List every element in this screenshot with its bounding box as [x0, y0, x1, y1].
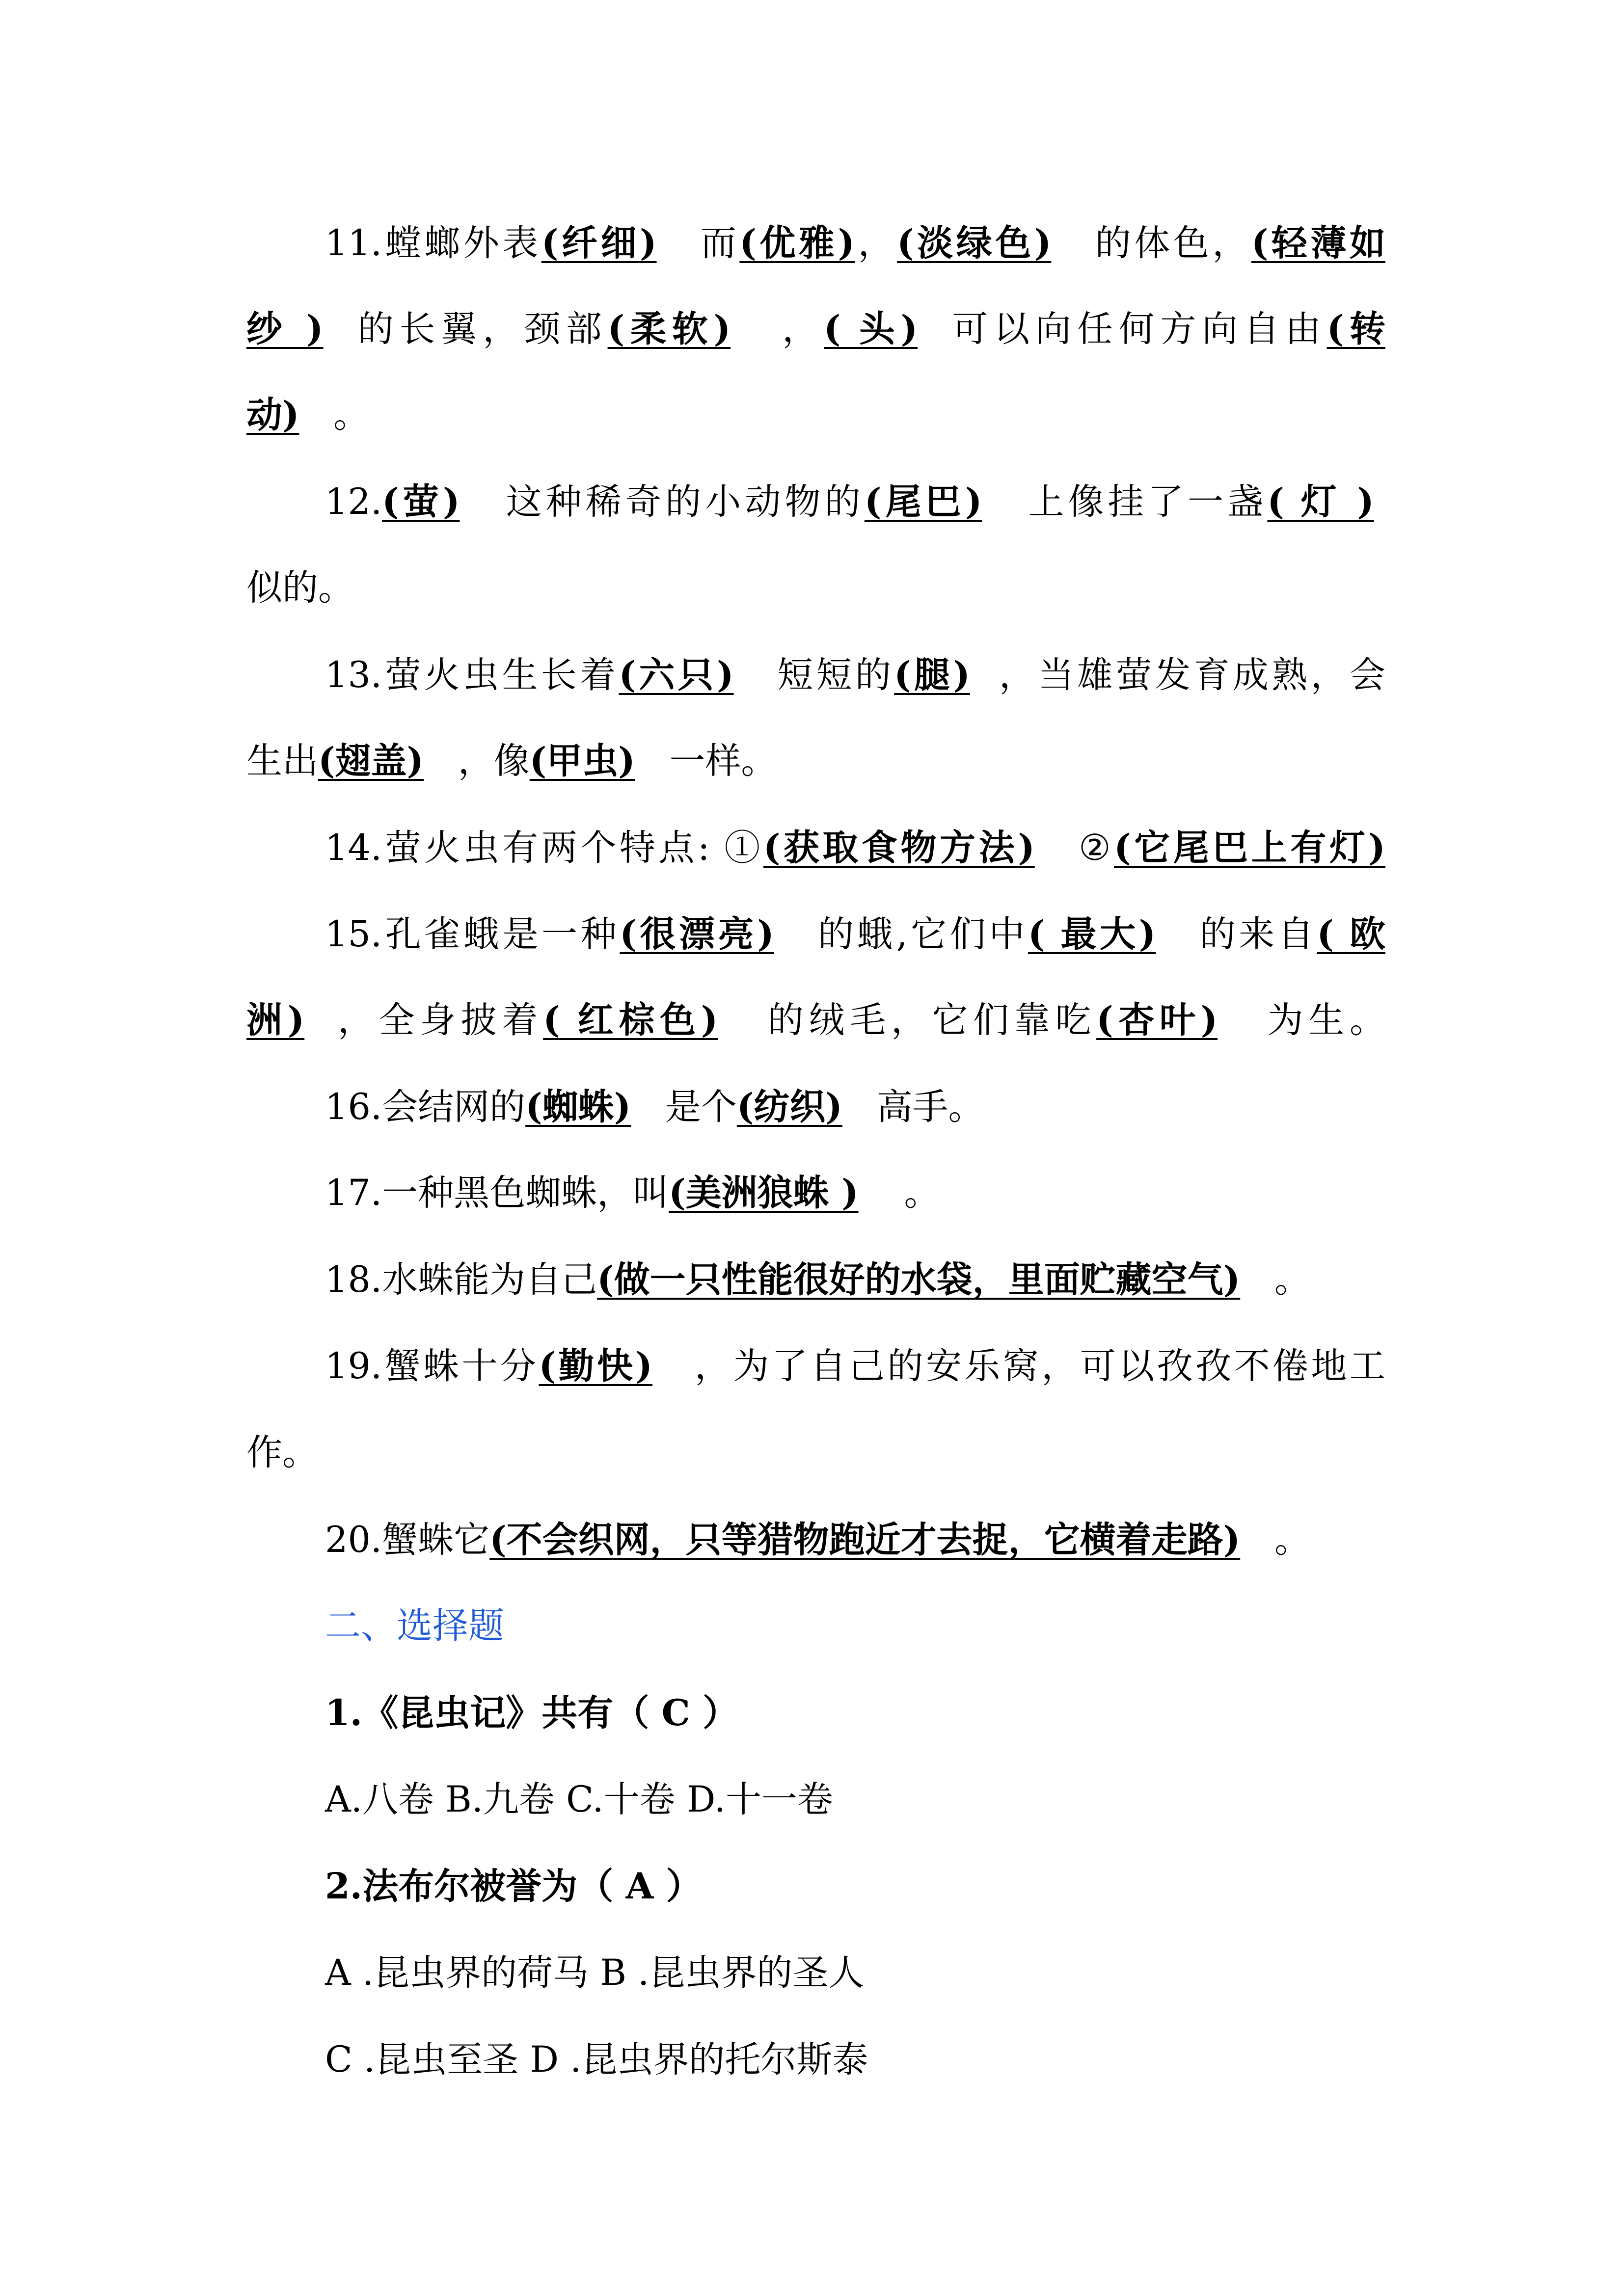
answer-blank: (蜘蛛)	[525, 1086, 631, 1128]
answer-blank: (杏叶)	[1096, 999, 1218, 1041]
answer-blank: (尾巴)	[864, 481, 982, 523]
answer-blank: ( 欧	[1317, 913, 1385, 955]
q13-line-1: 13.萤火虫生长着(六只) 短短的(腿) ，当雄萤发育成熟，会	[325, 654, 1385, 696]
answer-blank: (它尾巴上有灯)	[1114, 827, 1385, 869]
q11-line-3: 动) 。	[246, 394, 370, 436]
choice-2-options-2: C .昆虫至圣 D .昆虫界的托尔斯泰	[325, 2039, 868, 2081]
answer-blank: (柔软)	[607, 308, 731, 350]
q12-line-1: 12.(萤) 这种稀奇的小动物的(尾巴) 上像挂了一盏( 灯 )	[325, 481, 1374, 523]
answer-blank: (转	[1326, 308, 1386, 350]
q19-line-2: 作。	[246, 1432, 318, 1473]
choice-1-stem: 1.《昆虫记》共有（ C ）	[325, 1692, 739, 1734]
answer-blank: ( 灯 )	[1267, 481, 1374, 523]
q11-line-2: 纱 ) 的长翼，颈部(柔软) ，( 头) 可以向任何方向自由(转	[246, 308, 1386, 350]
answer-blank: 动)	[246, 394, 299, 436]
answer-blank: 洲)	[246, 999, 305, 1041]
answer-blank: (轻薄如	[1251, 222, 1385, 264]
q11-line-1: 11.螳螂外表(纤细) 而(优雅)，(淡绿色) 的体色，(轻薄如	[325, 222, 1385, 264]
q16-line-1: 16.会结网的(蜘蛛) 是个(纺织) 高手。	[325, 1086, 984, 1128]
choice-2-stem: 2.法布尔被誉为（ A ）	[325, 1865, 702, 1907]
answer-blank: (做一只性能很好的水袋，里面贮藏空气)	[597, 1258, 1241, 1301]
answer-blank: ( 红棕色)	[543, 999, 718, 1041]
answer-blank: (获取食物方法)	[763, 827, 1035, 869]
q17-line-1: 17.一种黑色蜘蛛，叫(美洲狼蛛 ) 。	[325, 1172, 940, 1214]
answer-blank: (腿)	[894, 654, 970, 696]
answer-blank: (很漂亮)	[620, 913, 774, 955]
q13-line-2: 生出(翅盖) ，像(甲虫) 一样。	[246, 740, 777, 782]
choice-1-options: A.八卷 B.九卷 C.十卷 D.十一卷	[325, 1779, 833, 1820]
answer-blank: ( 头)	[824, 308, 918, 350]
q19-line-1: 19.蟹蛛十分(勤快) ，为了自己的安乐窝，可以孜孜不倦地工	[325, 1345, 1385, 1387]
answer-blank: (翅盖)	[318, 740, 424, 782]
q15-line-2: 洲) ，全身披着( 红棕色) 的绒毛，它们靠吃(杏叶) 为生。	[246, 999, 1386, 1041]
answer-blank: (萤)	[382, 481, 460, 523]
answer-blank: (优雅)	[739, 222, 855, 264]
q12-line-2: 似的。	[246, 567, 354, 609]
section-heading: 二、选择题	[325, 1605, 504, 1647]
answer-blank: (淡绿色)	[897, 222, 1052, 264]
choice-2-options-1: A .昆虫界的荷马 B .昆虫界的圣人	[325, 1952, 865, 1994]
answer-blank: (纺织)	[736, 1086, 842, 1128]
answer-blank: (勤快)	[539, 1345, 652, 1387]
answer-blank: 纱 )	[246, 308, 324, 350]
answer-blank: (六只)	[619, 654, 734, 696]
answer-blank: ( 最大)	[1028, 913, 1156, 955]
answer-blank: (纤细)	[541, 222, 657, 264]
q15-line-1: 15.孔雀蛾是一种(很漂亮) 的蛾,它们中( 最大) 的来自( 欧	[325, 913, 1385, 955]
answer-blank: (甲虫)	[529, 740, 635, 782]
q14-line-1: 14.萤火虫有两个特点: ①(获取食物方法) ②(它尾巴上有灯)	[325, 827, 1385, 869]
q18-line-1: 18.水蛛能为自己(做一只性能很好的水袋，里面贮藏空气) 。	[325, 1258, 1310, 1301]
answer-blank: (不会织网，只等猎物跑近才去捉，它横着走路)	[489, 1519, 1241, 1561]
q20-line-1: 20.蟹蛛它(不会织网，只等猎物跑近才去捉，它横着走路) 。	[325, 1519, 1310, 1561]
answer-blank: (美洲狼蛛 )	[669, 1172, 859, 1214]
